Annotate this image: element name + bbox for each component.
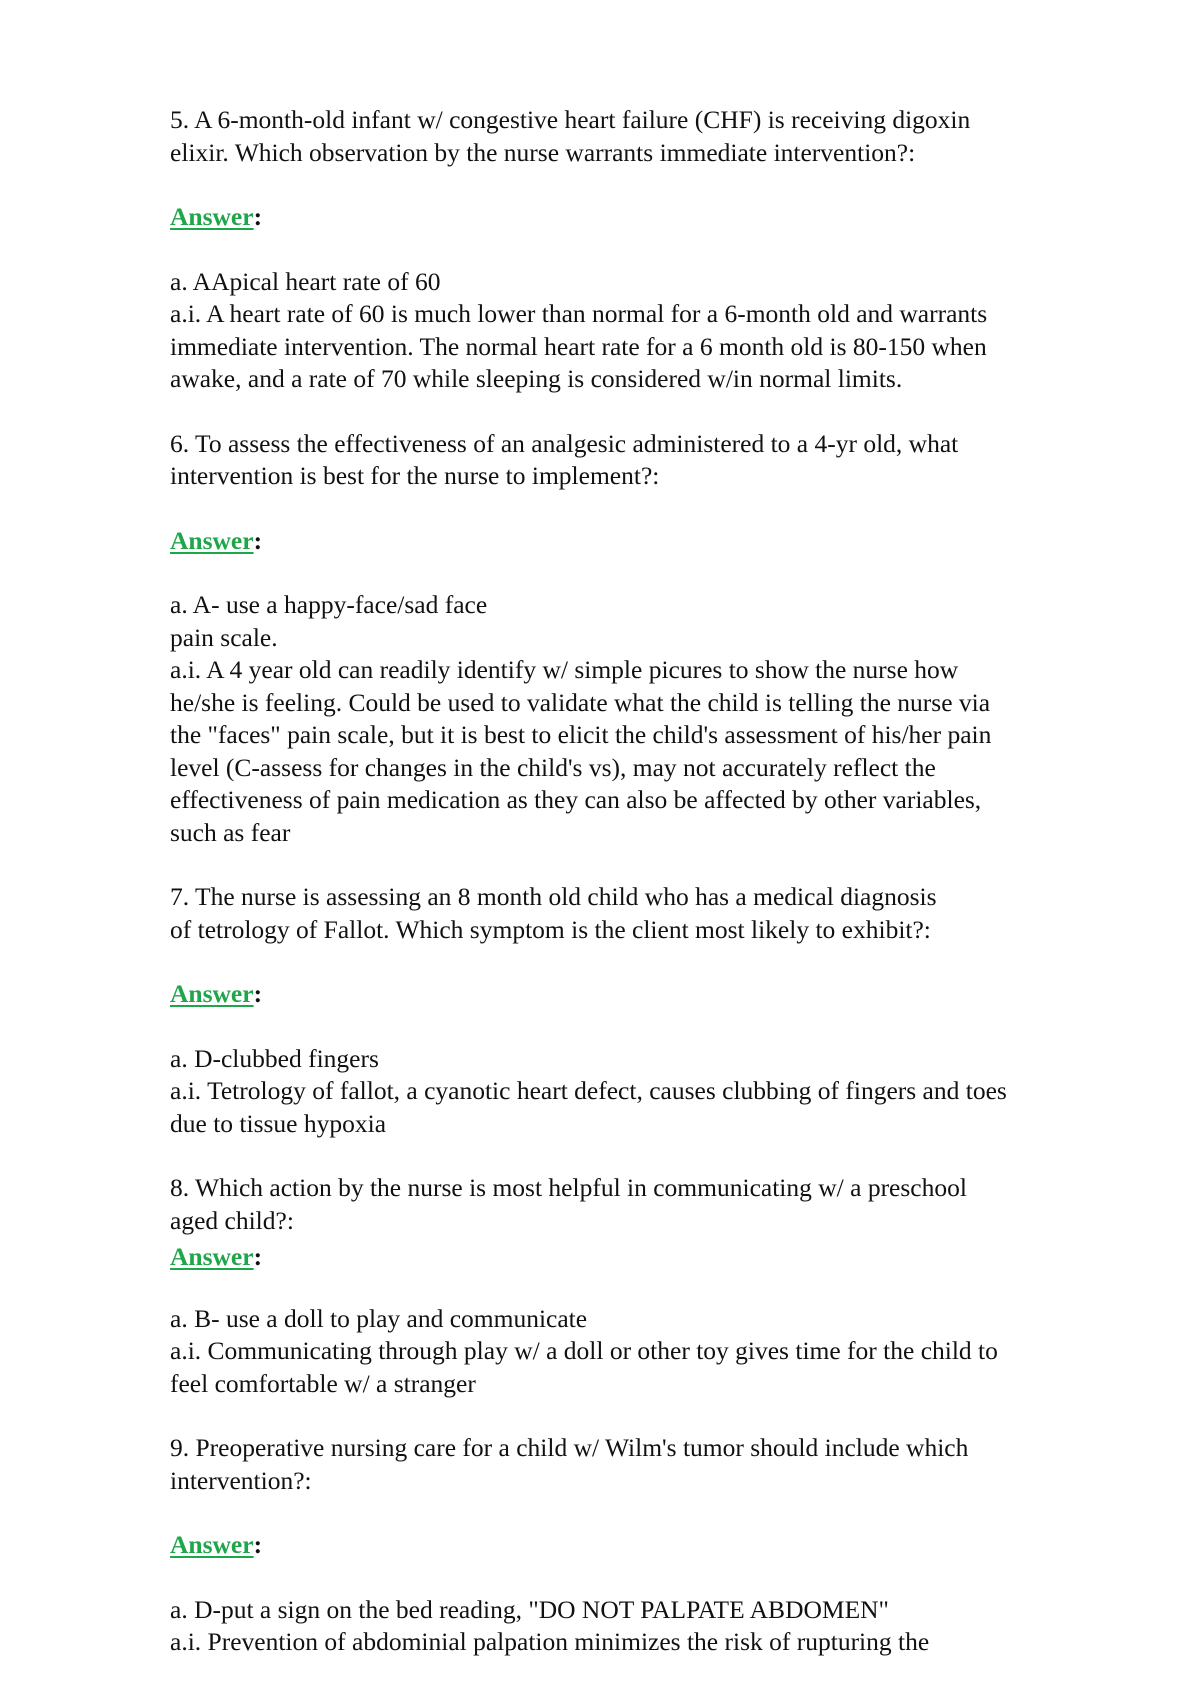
question-line: 8. Which action by the nurse is most helpful in communicating w/ a preschool bbox=[170, 1173, 967, 1202]
answer-6 bbox=[170, 589, 1100, 849]
question-line: of tetrology of Fallot. Which symptom is the client most likely to exhibit?: bbox=[170, 914, 931, 944]
answer-label: Answer bbox=[170, 979, 254, 1008]
answer-line: a.i. Communicating through play w/ a doll or other toy gives time for the child to bbox=[170, 1336, 998, 1365]
answer-7 bbox=[170, 1043, 1100, 1141]
question-line: 7. The nurse is assessing an 8 month old child who has a medical diagnosis bbox=[170, 882, 937, 911]
answer-line: a. B- use a doll to play and communicate bbox=[170, 1303, 588, 1333]
answer-line: awake, and a rate of 70 while sleeping is considered w/in normal limits. bbox=[170, 364, 903, 393]
question-7 bbox=[170, 881, 1100, 946]
answer-9 bbox=[170, 1594, 1100, 1659]
answer-colon: : bbox=[253, 1530, 263, 1559]
answer-line: a.i. Prevention of abdominial palpation minimizes the risk of rupturing the bbox=[170, 1627, 930, 1656]
answer-label: Answer bbox=[170, 525, 254, 555]
question-line: intervention is best for the nurse to implement?: bbox=[170, 461, 660, 490]
question-line: intervention?: bbox=[170, 1465, 312, 1495]
answer-line: feel comfortable w/ a stranger bbox=[170, 1368, 476, 1398]
answer-line: level (C-assess for changes in the child's vs), may not accurately reflect the bbox=[170, 752, 936, 782]
answer-line: a. D-put a sign on the bed reading, "DO NOT PALPATE ABDOMEN" bbox=[170, 1594, 889, 1624]
answer-line: a.i. Tetrology of fallot, a cyanotic heart defect, causes clubbing of fingers and toes bbox=[170, 1076, 1007, 1105]
answer-heading bbox=[170, 201, 1100, 234]
answer-heading bbox=[170, 525, 1100, 558]
question-9 bbox=[170, 1432, 1100, 1497]
answer-line: effectiveness of pain medication as they can also be affected by other variables, bbox=[170, 785, 982, 814]
question-line: aged child?: bbox=[170, 1205, 294, 1235]
answer-colon: : bbox=[253, 1242, 263, 1271]
answer-line: a. A- use a happy-face/sad face bbox=[170, 590, 488, 619]
question-8 bbox=[170, 1172, 1100, 1237]
answer-colon: : bbox=[253, 525, 263, 555]
answer-8 bbox=[170, 1303, 1100, 1401]
answer-line: a.i. A heart rate of 60 is much lower than normal for a 6-month old and warrants bbox=[170, 299, 988, 328]
question-line: elixir. Which observation by the nurse warrants immediate intervention?: bbox=[170, 137, 916, 167]
answer-line: a. D-clubbed fingers bbox=[170, 1043, 379, 1073]
question-line: 9. Preoperative nursing care for a child w/ Wilm's tumor should include which bbox=[170, 1433, 969, 1462]
answer-label: Answer bbox=[170, 202, 254, 231]
answer-line: such as fear bbox=[170, 817, 291, 847]
answer-label: Answer bbox=[170, 1242, 254, 1271]
answer-line: pain scale. bbox=[170, 622, 278, 652]
answer-5 bbox=[170, 266, 1100, 396]
answer-heading bbox=[170, 1529, 1100, 1562]
answer-line: he/she is feeling. Could be used to validate what the child is telling the nurse via bbox=[170, 687, 991, 717]
document-page bbox=[170, 104, 1100, 1691]
answer-colon: : bbox=[253, 202, 263, 231]
answer-line: the "faces" pain scale, but it is best to elicit the child's assessment of his/her pain bbox=[170, 720, 992, 749]
answer-label: Answer bbox=[170, 1530, 254, 1559]
question-6 bbox=[170, 428, 1100, 493]
answer-line: a. AApical heart rate of 60 bbox=[170, 266, 441, 296]
answer-line: a.i. A 4 year old can readily identify w/ simple picures to show the nurse how bbox=[170, 655, 959, 684]
answer-line: due to tissue hypoxia bbox=[170, 1108, 387, 1138]
answer-colon: : bbox=[253, 979, 263, 1008]
question-5 bbox=[170, 104, 1100, 169]
question-line: 6. To assess the effectiveness of an analgesic administered to a 4-yr old, what bbox=[170, 428, 959, 458]
question-line: 5. A 6-month-old infant w/ congestive heart failure (CHF) is receiving digoxin bbox=[170, 105, 971, 134]
answer-heading bbox=[170, 978, 1100, 1011]
answer-line: immediate intervention. The normal heart rate for a 6 month old is 80-150 when bbox=[170, 331, 987, 361]
answer-heading bbox=[170, 1241, 1100, 1274]
